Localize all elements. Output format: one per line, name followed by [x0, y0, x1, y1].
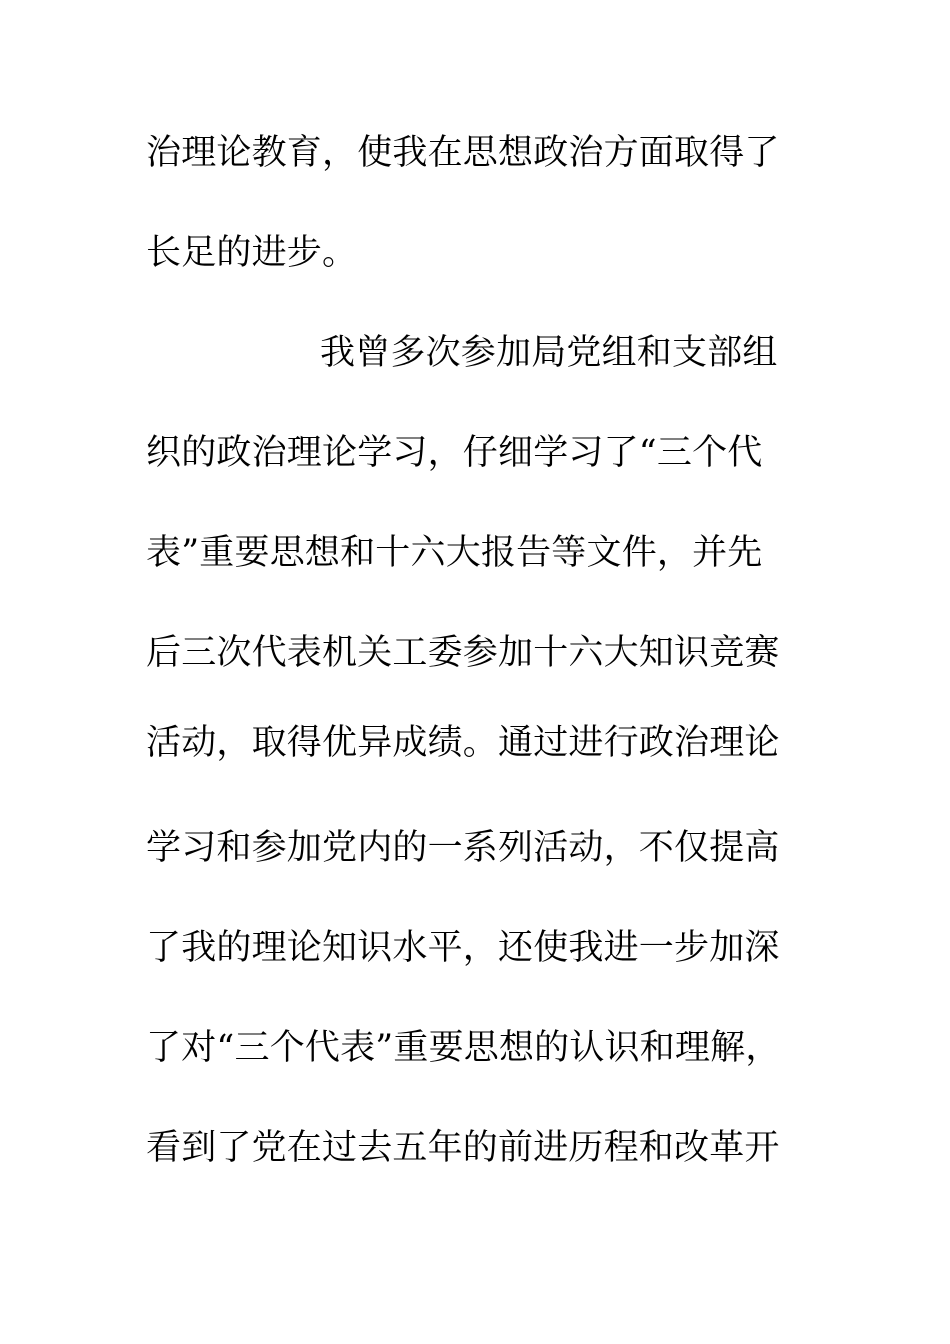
text-line-4: 织的政治理论学习，仔细学习了“三个代 — [146, 433, 763, 473]
text-line-3-paragraph-start: 我曾多次参加局党组和支部组 — [320, 333, 778, 373]
text-line-11: 看到了党在过去五年的前进历程和改革开 — [146, 1128, 780, 1168]
text-line-9: 了我的理论知识水平，还使我进一步加深 — [146, 928, 780, 968]
text-line-10: 了对“三个代表”重要思想的认识和理解， — [146, 1028, 781, 1068]
text-line-5: 表”重要思想和十六大报告等文件，并先 — [146, 533, 763, 573]
text-line-6: 后三次代表机关工委参加十六大知识竞赛 — [146, 633, 780, 673]
text-line-2: 长足的进步。 — [146, 233, 358, 273]
text-line-7: 活动，取得优异成绩。通过进行政治理论 — [146, 723, 780, 763]
text-line-1: 治理论教育，使我在思想政治方面取得了 — [146, 133, 780, 173]
text-line-8: 学习和参加党内的一系列活动，不仅提高 — [146, 828, 780, 868]
